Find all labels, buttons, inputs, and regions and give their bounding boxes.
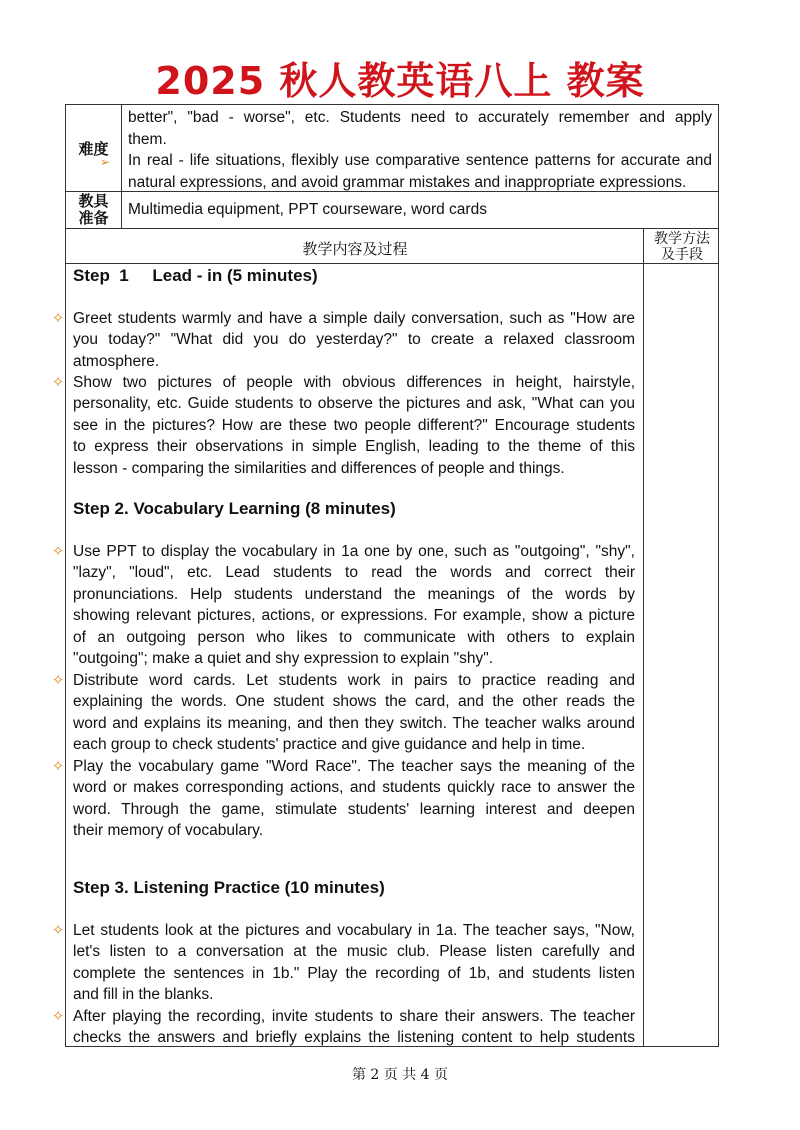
prep-label: 教具 准备: [78, 192, 109, 227]
diamond-bullet-icon: ✧: [51, 374, 65, 391]
difficulty-text: better", "bad - worse", etc. Students need to accurately remember and apply them. In real - life situations, flexibly use comparative sentence patterns for accurate and natural expressions, and avoid grammar mistakes and inappropriate expressions.: [128, 109, 712, 191]
list-item: ✧ Use PPT to display the vocabulary in 1a one by one, such as "outgoing", "shy", "lazy", "loud", etc. Lead students to read the words and correct their pronunciations. Help students understand the meanings of the words by showing relevant pictures, actions, or expressions. For example, show a picture of an outgoing person who likes to communicate with others to explain "outgoing"; make a quiet and shy expression to explain "shy".: [51, 543, 635, 667]
diamond-bullet-icon: ✧: [51, 922, 65, 939]
step-heading: Step 2. Vocabulary Learning (8 minutes): [73, 499, 396, 518]
list-item: ✧ Greet students warmly and have a simple daily conversation, such as "How are you today?" "What did you do yesterday?" to create a relaxed classroom atmosphere.: [51, 310, 635, 370]
diamond-bullet-icon: ✧: [51, 1008, 65, 1025]
diamond-bullet-icon: ✧: [51, 758, 65, 775]
row-divider: [66, 228, 718, 229]
method-column-divider: [643, 228, 644, 1047]
row-divider: [66, 263, 718, 264]
list-item: ✧ After playing the recording, invite students to share their answers. The teacher checks the answers and briefly explains the listening content to help students: [51, 1008, 635, 1047]
lesson-plan-table: [51, 104, 719, 1047]
difficulty-label: 难度: [78, 140, 109, 158]
label-column-divider: [121, 105, 122, 228]
diamond-bullet-icon: ✧: [51, 543, 65, 560]
arrow-icon: ➢: [100, 155, 111, 169]
content-column-header: 教学内容及过程: [302, 240, 408, 258]
page-footer: 第 2 页 共 4 页: [351, 1067, 449, 1083]
prep-text: Multimedia equipment, PPT courseware, word cards: [128, 201, 487, 218]
diamond-bullet-icon: ✧: [51, 672, 65, 689]
step-heading: Step 1 Lead - in (5 minutes): [73, 266, 318, 285]
page-title: 2025 秋人教英语八上 教案: [155, 59, 645, 103]
method-column-header: 教学方法 及手段: [654, 231, 710, 263]
diamond-bullet-icon: ✧: [51, 310, 65, 327]
step-heading: Step 3. Listening Practice (10 minutes): [73, 878, 385, 897]
list-item: ✧ Play the vocabulary game "Word Race". The teacher says the meaning of the word or makes corresponding actions, and students quickly race to answer the word. Through the game, stimulate students' learning interest and deepen their memory of vocabulary.: [51, 758, 635, 840]
list-item: ✧ Distribute word cards. Let students work in pairs to practice reading and explaining the words. One student shows the card, and the other reads the word and explains its meaning, and then they switch. The teacher walks around each group to check students' practice and give guidance and help in time.: [51, 672, 635, 754]
list-item: ✧ Show two pictures of people with obvious differences in height, hairstyle, personality, etc. Guide students to observe the pictures and ask, "What can you see in the pictures? How are these two people different?" Encourage students to express their observations in simple English, leading to the theme of this lesson - comparing the similarities and differences of people and things.: [51, 374, 635, 477]
list-item: ✧ Let students look at the pictures and vocabulary in 1a. The teacher says, "Now, let's listen to a conversation at the music club. Please listen carefully and complete the sentences in 1b." Play the recording of 1b, and students listen and fill in the blanks.: [51, 922, 635, 1004]
